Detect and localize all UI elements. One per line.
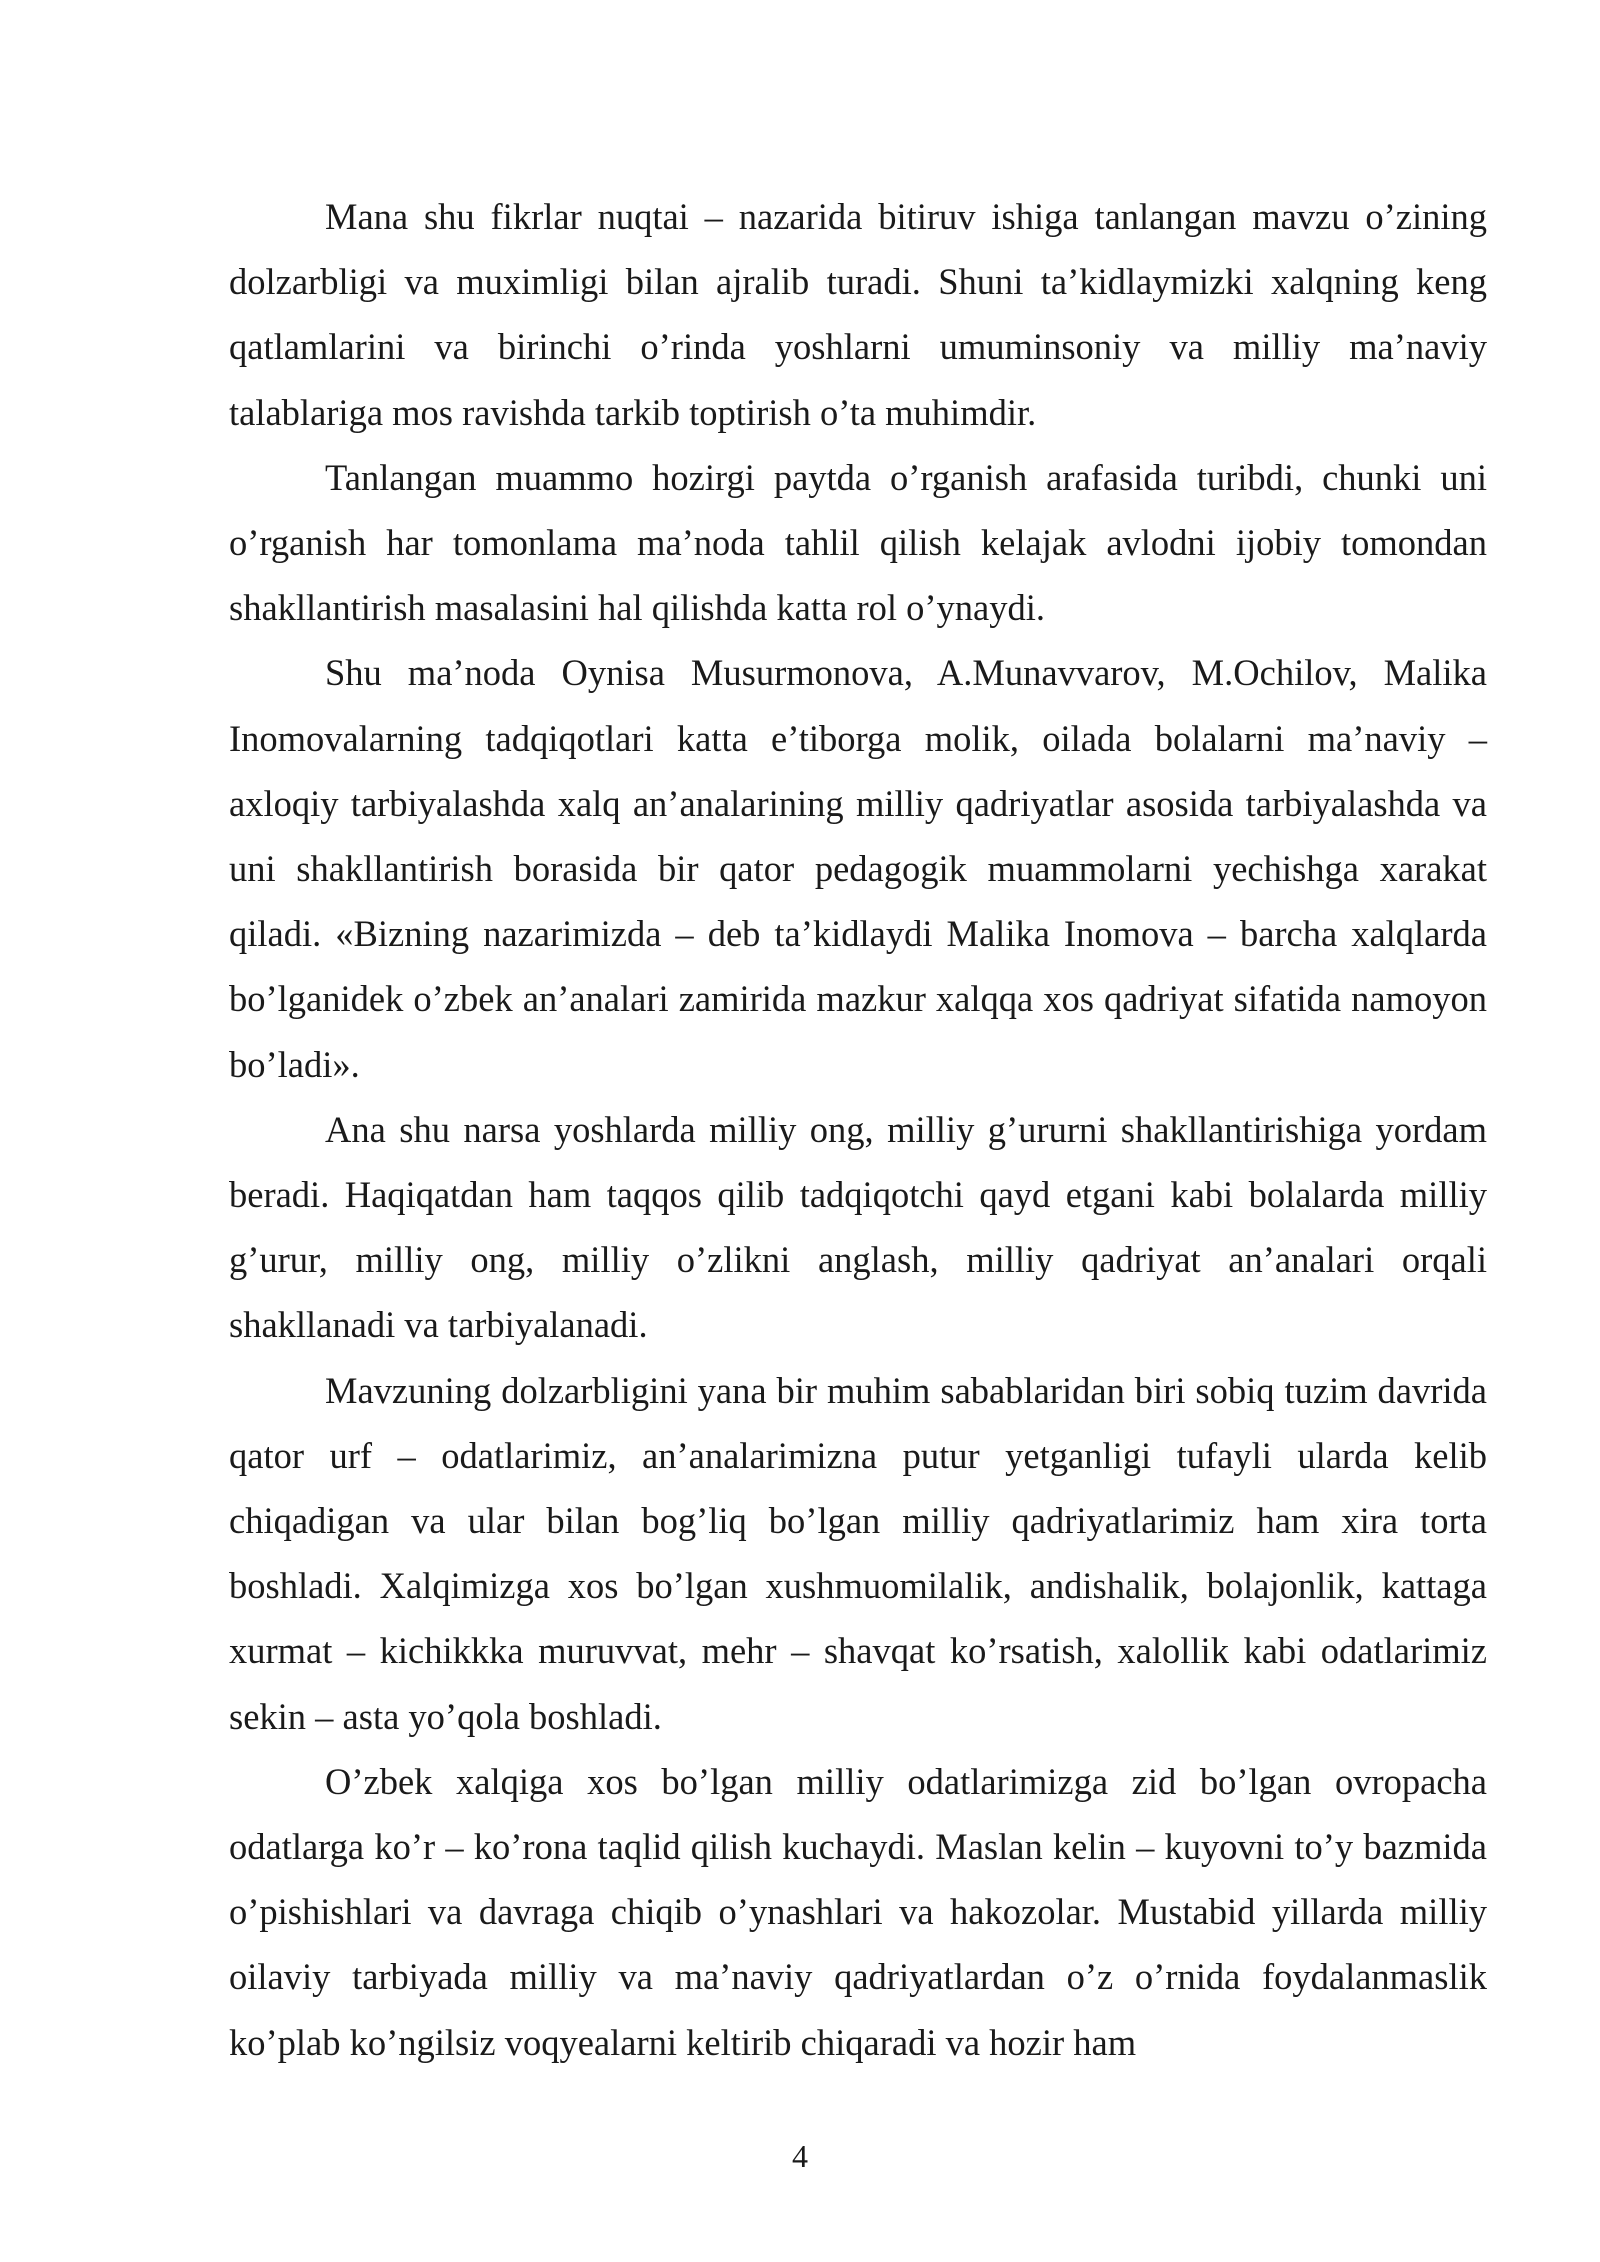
paragraph-2: Tanlangan muammo hozirgi paytda o’rganish arafasida turibdi, chunki uni o’rganish har tomonlama ma’noda tahlil qilish kelajak avlodni ijobiy tomondan shakllantirish masalasini hal qilishda katta rol o’ynaydi. — [229, 456, 1487, 629]
paragraph-1: Mana shu fikrlar nuqtai – nazarida bitiruv ishiga tanlangan mavzu o’zining dolzarbligi va muximligi bilan ajralib turadi. Shuni ta’kidlaymizki xalqning keng qatlamlarini va birinchi o’rinda yoshlarni umuminsoniy va milliy ma’naviy talablariga mos ravishda tarkib toptirish o’ta muhimdir. — [229, 196, 1487, 433]
page-number: 4 — [792, 2138, 808, 2174]
body-text — [229, 184, 1487, 2075]
paragraph-4: Ana shu narsa yoshlarda milliy ong, milliy g’ururni shakllantirishiga yordam beradi. Haqiqatdan ham taqqos qilib tadqiqotchi qayd etgani kabi bolalarda milliy g’urur, milliy ong, milliy o’zlikni anglash, milliy qadriyat an’analari orqali shakllanadi va tarbiyalanadi. — [229, 1108, 1487, 1346]
paragraph-3: Shu ma’noda Oynisa Musurmonova, A.Munavvarov, M.Ochilov, Malika Inomovalarning tadqiqotlari katta e’tiborga molik, oilada bolalarni ma’naviy – axloqiy tarbiyalashda xalq an’analarining milliy qadriyatlar asosida tarbiyalashda va uni shakllantirish borasida bir qator pedagogik muammolarni yechishga xarakat qiladi. «Bizning nazarimizda – deb ta’kidlaydi Malika Inomova – barcha xalqlarda bo’lganidek o’zbek an’analari zamirida mazkur xalqqa xos qadriyat sifatida namoyon bo’ladi». — [229, 652, 1487, 1085]
paragraph-6: O’zbek xalqiga xos bo’lgan milliy odatlarimizga zid bo’lgan ovropacha odatlarga ko’r – ko’rona taqlid qilish kuchaydi. Maslan kelin – kuyovni to’y bazmida o’pishishlari va davraga chiqib o’ynashlari va hakozolar. Mustabid yillarda milliy oilaviy tarbiyada milliy va ma’naviy qadriyatlardan o’z o’rnida foydalanmaslik ko’plab ko’ngilsiz voqyealarni keltirib chiqaradi va hozir ham — [229, 1760, 1487, 2063]
paragraph-5: Mavzuning dolzarbligini yana bir muhim sabablaridan biri sobiq tuzim davrida qator urf – odatlarimiz, an’analarimizna putur yetganligi tufayli ularda kelib chiqadigan va ular bilan bog’liq bo’lgan milliy qadriyatlarimiz ham xira torta boshladi. Xalqimizga xos bo’lgan xushmuomilalik, andishalik, bolajonlik, kattaga xurmat – kichikkka muruvvat, mehr – shavqat ko’rsatish, xalollik kabi odatlarimiz sekin – asta yo’qola boshladi. — [229, 1369, 1487, 1737]
